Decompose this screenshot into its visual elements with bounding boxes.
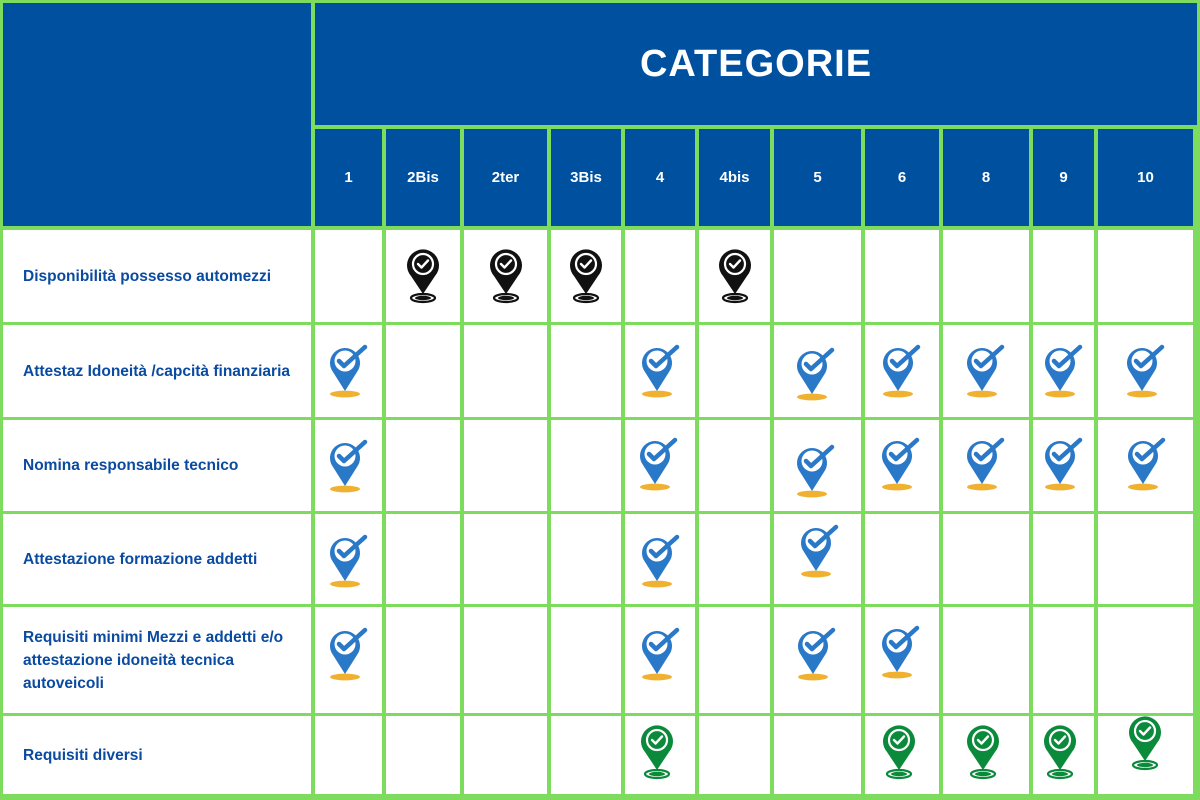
map-pin-check-blue-icon [633, 622, 685, 686]
map-pin-check-blue-icon [958, 339, 1010, 403]
table-cell [865, 230, 939, 322]
table-cell [699, 420, 770, 511]
table-cell [551, 420, 621, 511]
map-pin-check-green-icon [631, 718, 683, 782]
table-cell [464, 607, 547, 713]
table-cell [865, 514, 939, 604]
table-cell [551, 716, 621, 794]
map-pin-check-blue-icon [321, 434, 373, 498]
map-pin-check-blue-icon [789, 622, 841, 686]
column-header-3bis: 3Bis [551, 129, 621, 226]
table-cell [699, 514, 770, 604]
map-pin-check-blue-icon [792, 519, 844, 583]
map-pin-check-black-icon [560, 242, 612, 306]
map-pin-check-green-icon [1119, 709, 1171, 773]
map-pin-check-blue-icon [788, 439, 840, 503]
table-cell [1033, 514, 1094, 604]
map-pin-check-blue-icon [873, 432, 925, 496]
column-header-1: 1 [315, 129, 382, 226]
column-header-2ter: 2ter [464, 129, 547, 226]
map-pin-check-blue-icon [631, 432, 683, 496]
table-cell [1098, 230, 1193, 322]
table-cell [551, 514, 621, 604]
table-cell [464, 716, 547, 794]
table-cell [464, 325, 547, 417]
table-cell [386, 607, 460, 713]
map-pin-check-blue-icon [633, 529, 685, 593]
row-label: Nomina responsabile tecnico [3, 420, 311, 511]
map-pin-check-blue-icon [874, 339, 926, 403]
map-pin-check-blue-icon [788, 342, 840, 406]
table-cell [464, 514, 547, 604]
table-cell [943, 230, 1029, 322]
map-pin-check-blue-icon [1036, 432, 1088, 496]
table-cell [699, 716, 770, 794]
map-pin-check-blue-icon [1119, 432, 1171, 496]
table-cell [551, 607, 621, 713]
map-pin-check-blue-icon [321, 339, 373, 403]
row-label: Requisiti minimi Mezzi e addetti e/o attestazione idoneità tecnica autoveicoli [3, 607, 311, 713]
table-cell [943, 514, 1029, 604]
row-label: Disponibilità possesso automezzi [3, 230, 311, 322]
table-cell [1033, 607, 1094, 713]
table-cell [1098, 607, 1193, 713]
table-cell [464, 420, 547, 511]
map-pin-check-green-icon [873, 718, 925, 782]
map-pin-check-blue-icon [873, 620, 925, 684]
table-cell [699, 607, 770, 713]
table-cell [774, 716, 861, 794]
map-pin-check-black-icon [709, 242, 761, 306]
table-cell [699, 325, 770, 417]
table-cell [551, 325, 621, 417]
table-cell [625, 230, 695, 322]
row-label: Requisiti diversi [3, 716, 311, 794]
map-pin-check-black-icon [397, 242, 449, 306]
column-header-8: 8 [943, 129, 1029, 226]
column-header-6: 6 [865, 129, 939, 226]
map-pin-check-blue-icon [1036, 339, 1088, 403]
map-pin-check-green-icon [1034, 718, 1086, 782]
table-cell [386, 420, 460, 511]
column-header-5: 5 [774, 129, 861, 226]
table-cell [943, 607, 1029, 713]
map-pin-check-blue-icon [321, 529, 373, 593]
map-pin-check-green-icon [957, 718, 1009, 782]
map-pin-check-blue-icon [633, 339, 685, 403]
map-pin-check-blue-icon [1118, 339, 1170, 403]
table-cell [386, 514, 460, 604]
row-label: Attestaz Idoneità /capcità finanziaria [3, 325, 311, 417]
column-header-2bis: 2Bis [386, 129, 460, 226]
map-pin-check-blue-icon [958, 432, 1010, 496]
map-pin-check-black-icon [480, 242, 532, 306]
table-cell [315, 230, 382, 322]
column-header-4bis: 4bis [699, 129, 770, 226]
header-title: CATEGORIE [315, 3, 1197, 125]
map-pin-check-blue-icon [321, 622, 373, 686]
table-cell [774, 230, 861, 322]
table-cell [386, 716, 460, 794]
row-label: Attestazione formazione addetti [3, 514, 311, 604]
column-header-4: 4 [625, 129, 695, 226]
table-cell [315, 716, 382, 794]
table-cell [1098, 514, 1193, 604]
table-cell [386, 325, 460, 417]
header-corner [3, 3, 311, 226]
column-header-9: 9 [1033, 129, 1094, 226]
table-cell [1033, 230, 1094, 322]
column-header-10: 10 [1098, 129, 1193, 226]
